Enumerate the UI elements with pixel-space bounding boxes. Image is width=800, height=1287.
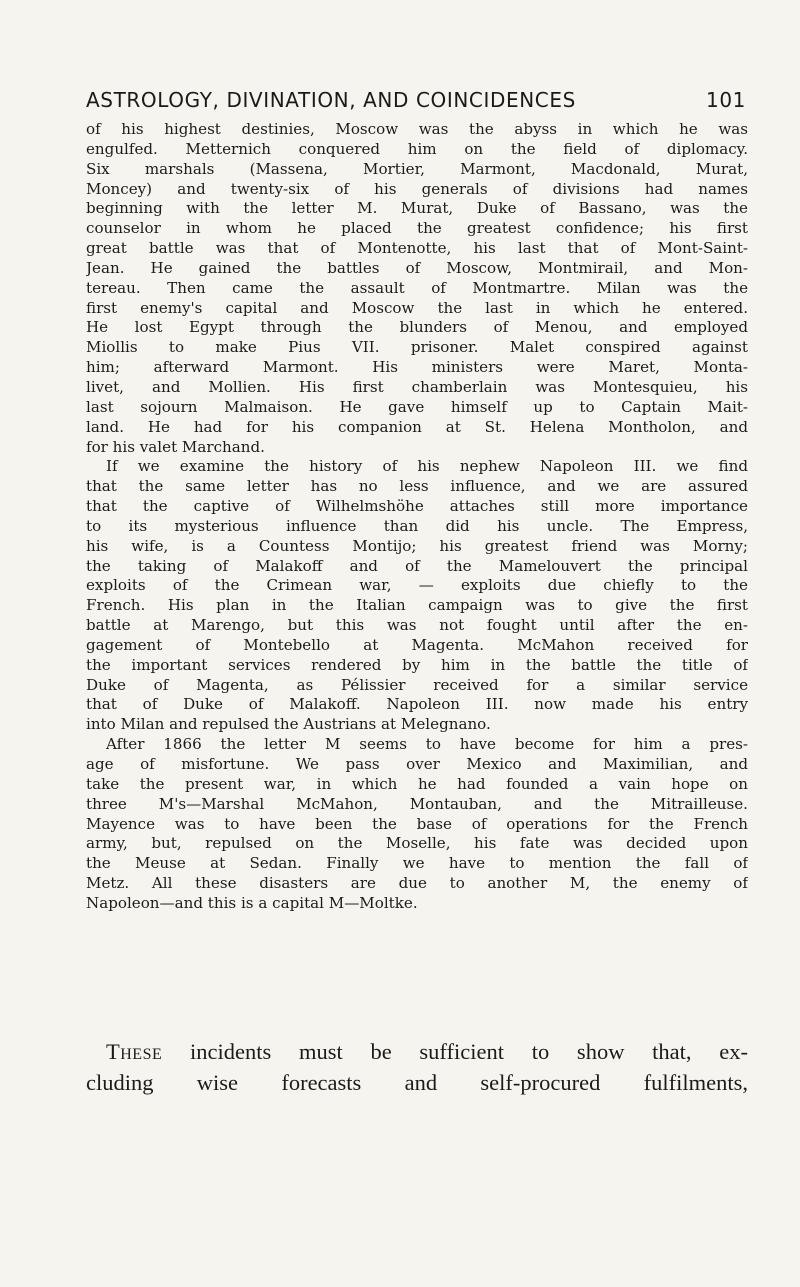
text-line: that the captive of Wilhelmshöhe attaches still more importance [86, 497, 748, 516]
text-line: that of Duke of Malakoff. Napoleon III. now made his entry [86, 695, 748, 714]
text-line: him; afterward Marmont. His ministers were Maret, Monta- [86, 358, 748, 377]
text-line: livet, and Mollien. His first chamberlain was Montesquieu, his [86, 377, 748, 396]
text-line: land. He had for his companion at St. Helena Montholon, and [86, 417, 748, 436]
text-line: If we examine the history of his nephew Napoleon III. we find [106, 457, 748, 476]
text-line: that the same letter has no less influence, and we are assured [86, 477, 748, 496]
text-line: the Meuse at Sedan. Finally we have to mention the fall of [86, 854, 748, 873]
text-line: age of misfortune. We pass over Mexico and Maximilian, and [86, 755, 748, 773]
text-line: gagement of Montebello at Magenta. McMahon received for [86, 635, 748, 654]
text-line: for his valet Marchand. [86, 437, 265, 456]
text-line: tereau. Then came the assault of Montmartre. Milan was the [86, 278, 748, 297]
text-line: army, but, repulsed on the Moselle, his fate was decided upon [86, 834, 748, 853]
text-line: three M's—Marshal McMahon, Montauban, and the Mitrailleuse. [86, 794, 748, 813]
text-line: Napoleon—and this is a capital M—Moltke. [86, 893, 418, 912]
closing-line-rest: incidents must be sufficient to show that, ex- [162, 1039, 748, 1064]
running-head-title: ASTROLOGY, DIVINATION, AND COINCIDENCES [86, 88, 576, 112]
text-line: great battle was that of Montenotte, his last that of Mont-Saint- [86, 239, 748, 258]
text-line: counselor in whom he placed the greatest confidence; his first [86, 219, 748, 238]
text-line: last sojourn Malmaison. He gave himself up to Captain Mait- [86, 397, 748, 416]
page-number: 101 [706, 88, 746, 112]
text-line: French. His plan in the Italian campaign was to give the first [86, 596, 748, 615]
text-line: Metz. All these disasters are due to another M, the enemy of [86, 874, 748, 893]
text-line: Jean. He gained the battles of Moscow, Montmirail, and Mon- [86, 258, 748, 277]
text-line: take the present war, in which he had founded a vain hope on [86, 774, 748, 793]
text-line: to its mysterious influence than did his uncle. The Empress, [86, 516, 748, 535]
text-line: the important services rendered by him in the battle the title of [86, 655, 748, 674]
text-line: He lost Egypt through the blunders of Menou, and employed [86, 318, 748, 337]
closing-line: cluding wise forecasts and self-procured fulfilments, [86, 1070, 748, 1095]
closing-paragraph [86, 1036, 748, 1098]
text-line: battle at Marengo, but this was not fought until after the en- [86, 616, 748, 635]
text-line: Moncey) and twenty-six of his generals of divisions had names [86, 179, 748, 198]
body-text [86, 120, 748, 914]
text-line: Miollis to make Pius VII. prisoner. Malet conspired against [86, 338, 748, 357]
text-line: of his highest destinies, Moscow was the abyss in which he was [86, 120, 748, 138]
text-line: first enemy's capital and Moscow the last in which he entered. [86, 298, 748, 317]
text-line: Mayence was to have been the base of operations for the French [86, 814, 748, 833]
closing-lead-word: These [106, 1039, 163, 1064]
text-line: Six marshals (Massena, Mortier, Marmont, Macdonald, Murat, [86, 159, 748, 178]
text-line: beginning with the letter M. Murat, Duke of Bassano, was the [86, 199, 748, 218]
text-line: into Milan and repulsed the Austrians at Melegnano. [86, 715, 491, 734]
text-line: exploits of the Crimean war, — exploits due chiefly to the [86, 576, 748, 595]
closing-line [86, 1036, 748, 1067]
text-line: engulfed. Metternich conquered him on the field of diplomacy. [86, 139, 748, 158]
text-line: the taking of Malakoff and of the Mamelouvert the principal [86, 556, 748, 575]
text-line: his wife, is a Countess Montijo; his greatest friend was Morny; [86, 536, 748, 555]
text-line: After 1866 the letter M seems to have become for him a pres- [106, 735, 748, 754]
running-head [86, 88, 746, 112]
text-line: Duke of Magenta, as Pélissier received for a similar service [86, 675, 748, 694]
